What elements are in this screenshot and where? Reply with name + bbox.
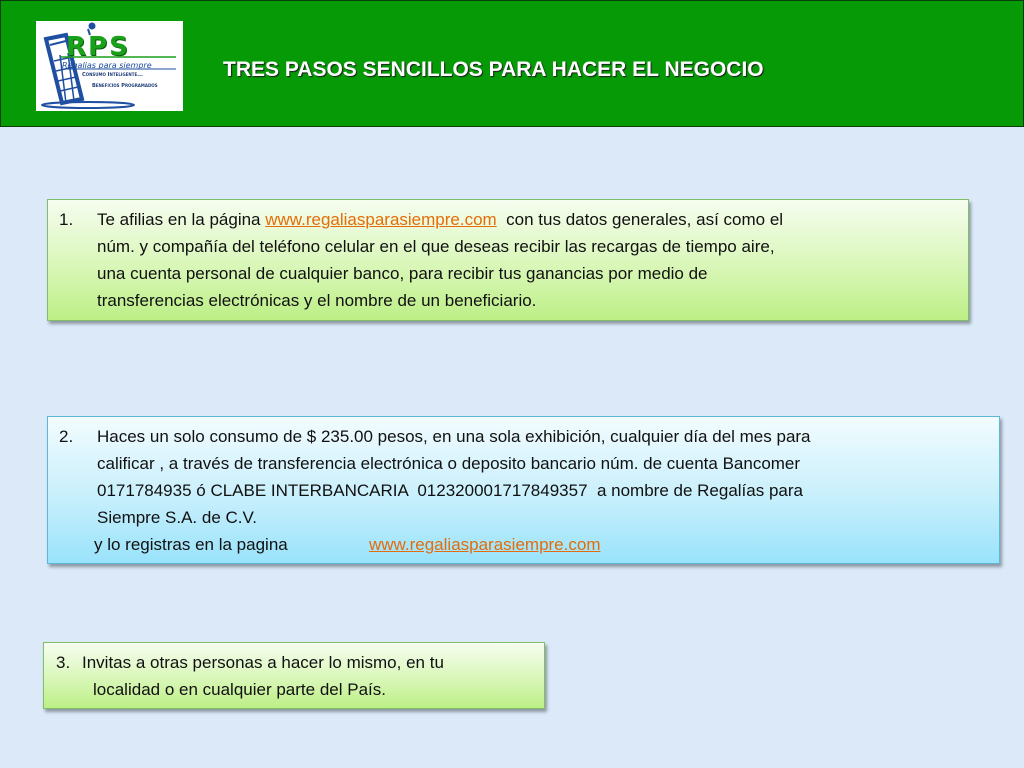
step-2-line-2: calificar , a través de transferencia electrónica o deposito bancario núm. de cuenta Bancomer	[97, 454, 801, 473]
page-title: TRES PASOS SENCILLOS PARA HACER EL NEGOCIO	[223, 58, 764, 81]
step-2-card	[47, 416, 1000, 564]
step-1-line-3: una cuenta personal de cualquier banco, para recibir tus ganancias por medio de	[97, 264, 708, 283]
logo-brand: RPS	[66, 32, 130, 62]
logo-tagline: Regalias para siempre	[62, 61, 152, 70]
step-number: 2.	[59, 427, 74, 446]
step-1-line-1	[97, 206, 783, 233]
step-3-line-1: Invitas a otras personas a hacer lo mismo, en tu	[82, 653, 444, 672]
step-number: 3.	[56, 653, 71, 672]
step-1-line-2: núm. y compañía del teléfono celular en el que deseas recibir las recargas de tiempo aire,	[97, 237, 775, 256]
logo-line-2: Beneficios Programados	[92, 83, 158, 89]
step-1-text: Te afilias en la página	[97, 210, 266, 229]
step-2-line-3: 0171784935 ó CLABE INTERBANCARIA 012320001717849357 a nombre de Regalías para	[97, 481, 803, 500]
step-1-line-4: transferencias electrónicas y el nombre de un beneficiario.	[97, 291, 537, 310]
site-link[interactable]: www.regaliasparasiempre.com	[265, 210, 497, 229]
step-3-card	[43, 642, 545, 709]
header-bar	[0, 0, 1024, 127]
logo	[36, 21, 183, 111]
step-1-text-after: con tus datos generales, así como el	[496, 210, 784, 229]
site-link[interactable]: www.regaliasparasiempre.com	[369, 535, 601, 554]
step-2-line-4: Siempre S.A. de C.V.	[97, 508, 258, 527]
step-2-line-5: y lo registras en la pagina	[94, 535, 288, 554]
step-2-line-1: Haces un solo consumo de $ 235.00 pesos, en una sola exhibición, cualquier día del mes para	[97, 427, 811, 446]
step-number: 1.	[59, 210, 74, 229]
step-1-card	[47, 199, 969, 321]
logo-line-1: Consumo Inteligente...	[82, 72, 143, 78]
step-3-line-2: localidad o en cualquier parte del País.	[93, 680, 386, 699]
